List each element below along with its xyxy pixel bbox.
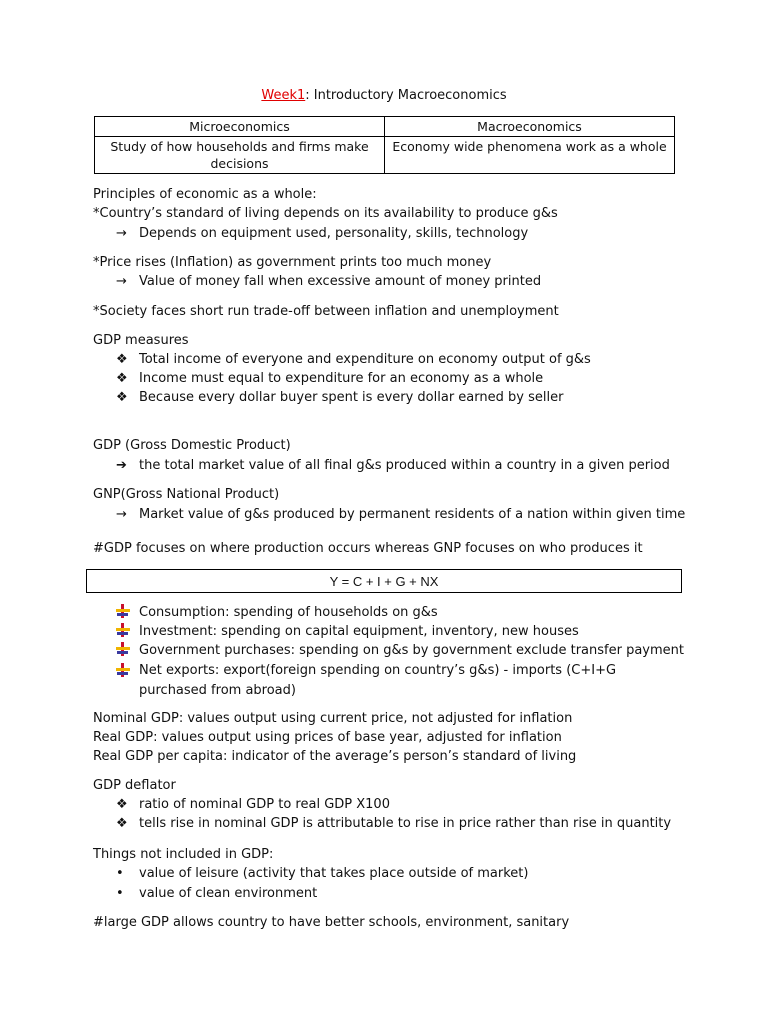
gnp-heading: GNP(Gross National Product)	[93, 487, 280, 502]
bullet-icon: •	[116, 886, 124, 901]
closing-note: #large GDP allows country to have better schools, environment, sanitary	[93, 915, 570, 930]
principle-1-detail: → Depends on equipment used, personality, skills, technology	[116, 226, 529, 241]
table-cell-micro: Study of how households and firms make decisions	[95, 137, 385, 174]
list-item: ❖ Because every dollar buyer spent is every dollar earned by seller	[116, 390, 564, 405]
principle-3: *Society faces short run trade-off between inflation and unemployment	[93, 304, 559, 319]
real-gdp-per-capita: Real GDP per capita: indicator of the average’s person’s standard of living	[93, 749, 577, 764]
table-cell-macro: Economy wide phenomena work as a whole	[385, 137, 675, 174]
list-item: ❖ ratio of nominal GDP to real GDP X100	[116, 797, 390, 812]
list-item: ❖ tells rise in nominal GDP is attributable to rise in price rather than rise in quantity	[116, 816, 672, 831]
list-item: • value of leisure (activity that takes place outside of market)	[116, 866, 529, 881]
principle-2: *Price rises (Inflation) as government prints too much money	[93, 255, 492, 270]
gdp-heading: GDP (Gross Domestic Product)	[93, 438, 291, 453]
week-label: Week1	[261, 88, 306, 103]
principle-2-detail: → Value of money fall when excessive amount of money printed	[116, 274, 542, 289]
micro-macro-table	[94, 116, 675, 174]
table-header-micro: Microeconomics	[95, 117, 385, 137]
bold-arrow-icon: ➔	[116, 458, 127, 473]
diamond-bullet-icon: ❖	[116, 352, 128, 367]
bullet-icon: •	[116, 866, 124, 881]
flag-bullet-icon	[116, 623, 130, 637]
principles-heading: Principles of economic as a whole:	[93, 187, 317, 202]
principle-1: *Country’s standard of living depends on its availability to produce g&s	[93, 206, 558, 221]
table-header-row	[95, 117, 675, 137]
table-header-macro: Macroeconomics	[385, 117, 675, 137]
gdp-definition: ➔ the total market value of all final g&s produced within a country in a given period	[116, 458, 670, 473]
list-item: • value of clean environment	[116, 886, 318, 901]
nominal-gdp: Nominal GDP: values output using current price, not adjusted for inflation	[93, 711, 573, 726]
list-item: Net exports: export(foreign spending on country’s g&s) - imports (C+I+G purchased from abroad)	[116, 661, 679, 701]
gdp-vs-gnp-note: #GDP focuses on where production occurs whereas GNP focuses on who produces it	[93, 541, 643, 556]
list-item: ❖ Total income of everyone and expenditure on economy output of g&s	[116, 352, 591, 367]
page-title	[0, 88, 768, 103]
gnp-definition: → Market value of g&s produced by permanent residents of a nation within given time	[116, 507, 686, 522]
list-item: Government purchases: spending on g&s by government exclude transfer payment	[116, 642, 684, 660]
arrow-icon: →	[116, 507, 127, 522]
table-row	[95, 137, 675, 174]
gdp-measures-heading: GDP measures	[93, 333, 189, 348]
flag-bullet-icon	[116, 604, 130, 618]
flag-bullet-icon	[116, 663, 130, 677]
not-included-heading: Things not included in GDP:	[93, 847, 274, 862]
arrow-icon: →	[116, 274, 127, 289]
deflator-heading: GDP deflator	[93, 778, 176, 793]
arrow-icon: →	[116, 226, 127, 241]
diamond-bullet-icon: ❖	[116, 816, 128, 831]
title-text: : Introductory Macroeconomics	[305, 88, 507, 103]
diamond-bullet-icon: ❖	[116, 797, 128, 812]
list-item: Investment: spending on capital equipment, inventory, new houses	[116, 623, 579, 641]
flag-bullet-icon	[116, 642, 130, 656]
diamond-bullet-icon: ❖	[116, 390, 128, 405]
list-item: ❖ Income must equal to expenditure for an economy as a whole	[116, 371, 544, 386]
real-gdp: Real GDP: values output using prices of base year, adjusted for inflation	[93, 730, 562, 745]
diamond-bullet-icon: ❖	[116, 371, 128, 386]
gdp-formula: Y = C + I + G + NX	[86, 569, 682, 593]
list-item: Consumption: spending of households on g&s	[116, 604, 438, 622]
